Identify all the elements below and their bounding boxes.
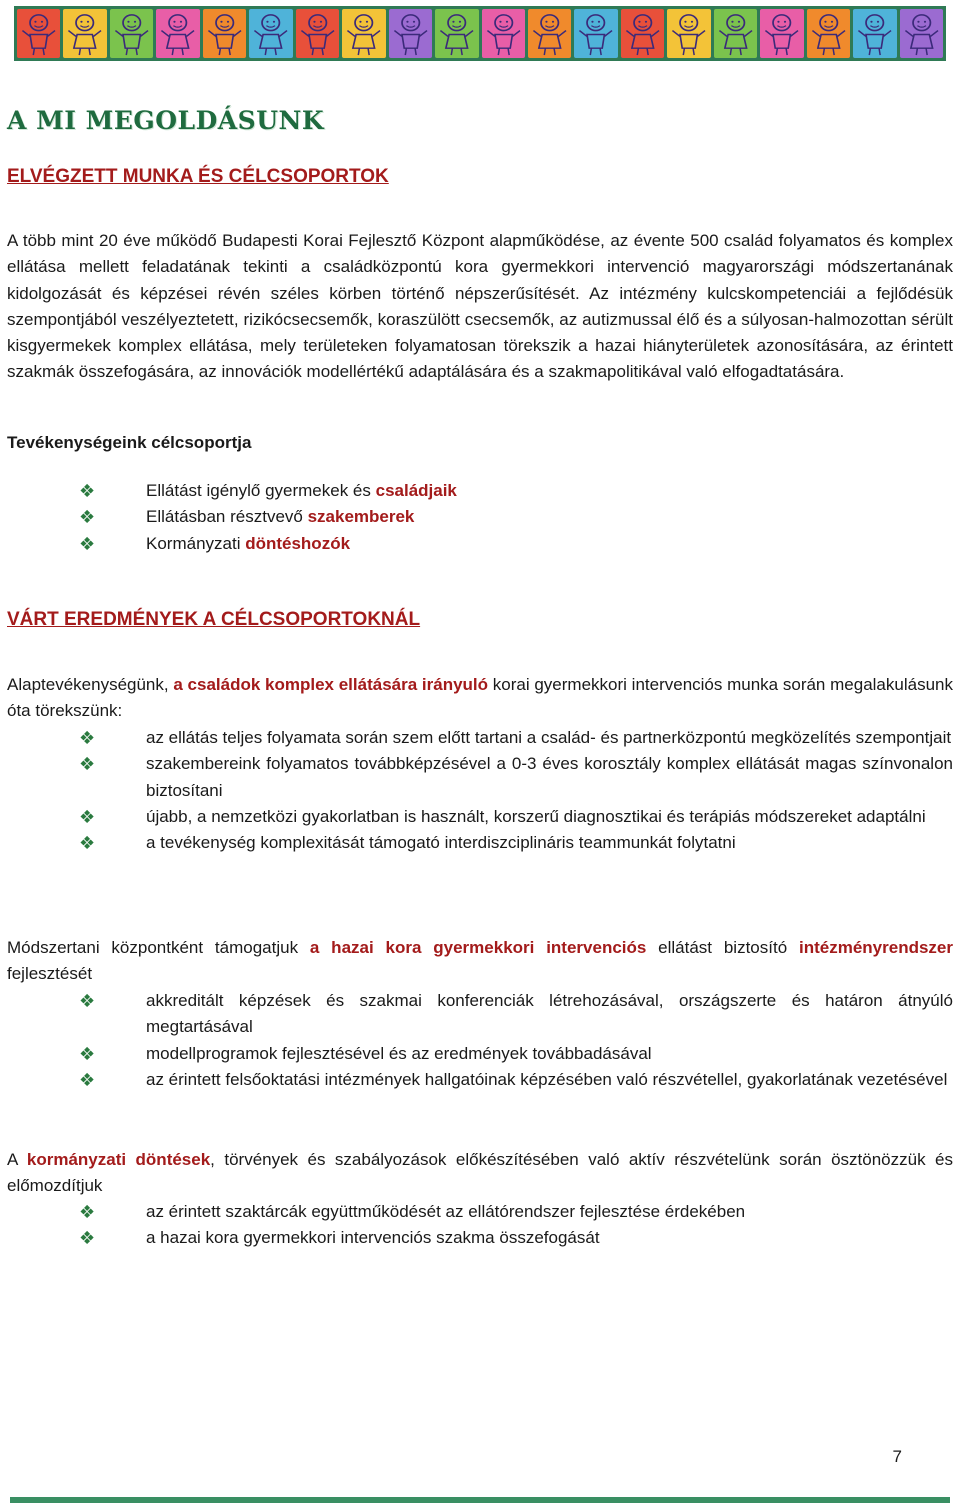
diamond-bullet-icon: ❖ (79, 1228, 96, 1249)
diamond-bullet-icon: ❖ (79, 806, 96, 827)
child-figure-icon (482, 9, 525, 58)
banner-tile (110, 9, 153, 58)
list-item: ❖ Ellátást igénylő gyermekek és családjaik (0, 478, 953, 504)
diamond-bullet-icon: ❖ (79, 1043, 96, 1064)
child-figure-icon (435, 9, 478, 58)
page-number: 7 (892, 1447, 902, 1466)
diamond-bullet-icon: ❖ (79, 507, 96, 528)
child-figure-icon (853, 9, 896, 58)
diamond-bullet-icon: ❖ (79, 533, 96, 554)
banner-tile (621, 9, 664, 58)
section-heading-results: VÁRT EREDMÉNYEK A CÉLCSOPORTOKNÁL (7, 609, 421, 630)
banner-tile (156, 9, 199, 58)
banner-tile (203, 9, 246, 58)
banner-tile (760, 9, 803, 58)
child-figure-icon (63, 9, 106, 58)
diamond-bullet-icon: ❖ (79, 728, 96, 748)
diamond-bullet-icon: ❖ (79, 754, 96, 775)
child-figure-icon (574, 9, 617, 58)
results-list-3 (0, 1199, 953, 1252)
list-item: ❖ az érintett szaktárcák együttműködését az ellátórendszer fejlesztése érdekében (0, 1199, 953, 1225)
target-groups-subheading: Tevékenységeink célcsoportja (7, 433, 252, 452)
banner-tile (528, 9, 571, 58)
child-figure-icon (156, 9, 199, 58)
banner-tile (714, 9, 757, 58)
diamond-bullet-icon: ❖ (79, 481, 96, 501)
banner-tile (249, 9, 292, 58)
list-item: ❖ az ellátás teljes folyamata során szem előtt tartani a család- és partnerközpontú megközelítés szempontjait (0, 725, 953, 751)
list-item: ❖ modellprogramok fejlesztésével és az eredmények továbbadásával (0, 1041, 953, 1067)
banner-tile (63, 9, 106, 58)
banner-tile (389, 9, 432, 58)
results-intro-3: A kormányzati döntések, törvények és szabályozások előkészítésében való aktív részvételünk során ösztönözzük és előmozdítjuk (7, 1150, 954, 1196)
child-figure-icon (807, 9, 850, 58)
header-banner (14, 6, 946, 61)
page-title: A MI MEGOLDÁSUNK (7, 106, 325, 135)
child-figure-icon (110, 9, 153, 58)
list-item: ❖ az érintett felsőoktatási intézmények hallgatóinak képzésében való részvétellel, gyakorlatának vezetésével (0, 1067, 953, 1093)
child-figure-icon (714, 9, 757, 58)
child-figure-icon (760, 9, 803, 58)
results-intro-1: Alaptevékenységünk, a családok komplex ellátására irányuló korai gyermekkori intervenciós munka során megalakulásunk óta törekszünk: (7, 675, 953, 721)
banner-tile (574, 9, 617, 58)
child-figure-icon (900, 9, 943, 58)
intro-paragraph: A több mint 20 éve működő Budapesti Korai Fejlesztő Központ alapműködése, az évente 500 család folyamatos és komplex ellátása mellett feladatának tekinti a családközpontú kora gyermekkori intervenció magyarországi módszertanának kidolgozását és képzései révén széles körben történő népszerűsítését. Az intézmény kulcskompetenciái a fejlődésük szempontjából veszélyeztetett, rizikócsecsemők, koraszülött csecsemők, az autizmussal élő és a súlyosan-halmozottan sérült kisgyermekek komplex ellátása, mely területeken folyamatosan törekszik a hazai hiányterületek azonosítására, az érintett szakmák összefogására, az innovációk modellértékű adaptálására és a szakmapolitikával való elfogadtatására. (7, 231, 953, 382)
child-figure-icon (667, 9, 710, 58)
diamond-bullet-icon: ❖ (79, 991, 96, 1011)
banner-tile (667, 9, 710, 58)
section-heading-work: ELVÉGZETT MUNKA ÉS CÉLCSOPORTOK (7, 166, 389, 187)
list-item: ❖ a hazai kora gyermekkori intervenciós szakma összefogását (0, 1225, 953, 1251)
list-item: ❖ Ellátásban résztvevő szakemberek (0, 504, 953, 530)
results-intro-2: Módszertani központként támogatjuk a hazai kora gyermekkori intervenciós ellátást biztosító intézményrendszer fejlesztését (7, 938, 953, 984)
child-figure-icon (621, 9, 664, 58)
child-figure-icon (249, 9, 292, 58)
child-figure-icon (389, 9, 432, 58)
results-list-1 (0, 725, 953, 856)
banner-tile (435, 9, 478, 58)
diamond-bullet-icon: ❖ (79, 1202, 96, 1222)
child-figure-icon (342, 9, 385, 58)
child-figure-icon (296, 9, 339, 58)
banner-tile (807, 9, 850, 58)
list-item: ❖ akkreditált képzések és szakmai konferenciák létrehozásával, országszerte és határon átnyúló megtartásával (0, 988, 953, 1041)
diamond-bullet-icon: ❖ (79, 1069, 96, 1090)
list-item: ❖ a tevékenység komplexitását támogató interdiszciplináris teammunkát folytatni (0, 830, 953, 856)
child-figure-icon (528, 9, 571, 58)
child-figure-icon (17, 9, 60, 58)
banner-tile (342, 9, 385, 58)
list-item: ❖ Kormányzati döntéshozók (0, 531, 953, 557)
footer-strip (10, 1497, 950, 1503)
diamond-bullet-icon: ❖ (79, 833, 96, 854)
banner-tile (17, 9, 60, 58)
list-item: ❖ újabb, a nemzetközi gyakorlatban is használt, korszerű diagnosztikai és terápiás módszereket adaptálni (0, 804, 953, 830)
banner-tile (482, 9, 525, 58)
banner-tile (900, 9, 943, 58)
child-figure-icon (203, 9, 246, 58)
results-list-2 (0, 988, 953, 1093)
target-groups-list (0, 478, 953, 557)
banner-tile (296, 9, 339, 58)
list-item: ❖ szakembereink folyamatos továbbképzésével a 0-3 éves korosztály komplex ellátását magas színvonalon biztosítani (0, 751, 953, 804)
banner-tile (853, 9, 896, 58)
